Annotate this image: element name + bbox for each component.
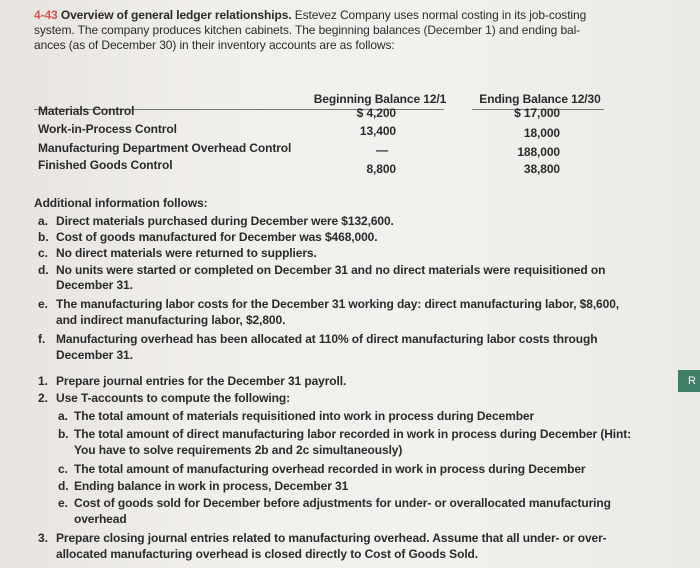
- sub-letter: d.: [58, 479, 69, 493]
- sub-text: overhead: [74, 512, 127, 526]
- sub-text: Ending balance in work in process, December 31: [74, 479, 349, 493]
- req-text: allocated manufacturing overhead is closed directly to Cost of Goods Sold.: [56, 547, 479, 561]
- item-text: December 31.: [56, 278, 133, 292]
- row-account: Materials Control: [38, 104, 135, 118]
- header-ending: Ending Balance 12/30: [479, 92, 601, 106]
- intro-line-2: system. The company produces kitchen cabinets. The beginning balances (December 1) and ending bal-: [34, 23, 581, 37]
- item-letter: c.: [38, 246, 48, 260]
- item-text: The manufacturing labor costs for the December 31 working day: direct manufacturing labor, $8,600,: [56, 297, 620, 311]
- item-text: No direct materials were returned to suppliers.: [56, 246, 317, 260]
- header-beginning: Beginning Balance 12/1: [313, 92, 447, 106]
- sub-text: The total amount of direct manufacturing labor recorded in work in process during December (Hint:: [74, 427, 632, 441]
- sub-letter: a.: [58, 409, 68, 423]
- sub-letter: e.: [58, 496, 68, 510]
- item-text: Manufacturing overhead has been allocated at 110% of direct manufacturing labor costs through: [56, 332, 598, 346]
- problem-title-text: Overview of general ledger relationships.: [60, 8, 292, 22]
- sub-text: You have to solve requirements 2b and 2c simultaneously): [74, 443, 403, 457]
- problem-title: [34, 8, 586, 23]
- problem-number: 4-43: [34, 8, 58, 22]
- row-beginning: 13,400: [359, 124, 396, 138]
- req-number: 3.: [38, 531, 48, 545]
- row-ending: 188,000: [517, 145, 560, 159]
- sub-text: The total amount of manufacturing overhead recorded in work in process during December: [74, 462, 586, 476]
- intro-line-3: ances (as of December 30) in their inventory accounts are as follows:: [34, 38, 395, 52]
- row-ending: 18,000: [523, 126, 560, 140]
- item-text: Cost of goods manufactured for December was $468,000.: [56, 230, 378, 244]
- intro-line-1: Estevez Company uses normal costing in its job-costing: [291, 8, 587, 22]
- req-number: 1.: [38, 374, 48, 388]
- item-letter: f.: [38, 332, 46, 346]
- row-account: Work-in-Process Control: [38, 122, 177, 136]
- row-ending: $ 17,000: [514, 106, 560, 120]
- row-beginning: $ 4,200: [356, 106, 396, 120]
- req-text: Prepare journal entries for the December 31 payroll.: [56, 374, 347, 388]
- row-account: Finished Goods Control: [38, 158, 173, 172]
- sub-text: The total amount of materials requisitioned into work in process during December: [74, 409, 535, 423]
- row-beginning: —: [376, 143, 388, 157]
- req-number: 2.: [38, 391, 48, 405]
- item-text: December 31.: [56, 348, 133, 362]
- item-text: and indirect manufacturing labor, $2,800.: [56, 313, 286, 327]
- row-ending: 38,800: [523, 162, 560, 176]
- item-letter: e.: [38, 297, 48, 311]
- sub-text: Cost of goods sold for December before adjustments for under- or overallocated manufacturing: [74, 496, 611, 510]
- sub-letter: c.: [58, 462, 68, 476]
- row-account: Manufacturing Department Overhead Control: [38, 141, 292, 155]
- item-letter: d.: [38, 263, 49, 277]
- side-tab: R: [678, 370, 700, 392]
- item-text: No units were started or completed on December 31 and no direct materials were requisitioned on: [56, 263, 606, 277]
- item-text: Direct materials purchased during December were $132,600.: [56, 214, 394, 228]
- item-letter: b.: [38, 230, 49, 244]
- item-letter: a.: [38, 214, 48, 228]
- req-text: Prepare closing journal entries related to manufacturing overhead. Assume that all under- or over-: [56, 531, 607, 545]
- additional-heading: Additional information follows:: [34, 196, 208, 210]
- req-text: Use T-accounts to compute the following:: [56, 391, 291, 405]
- sub-letter: b.: [58, 427, 69, 441]
- row-beginning: 8,800: [366, 162, 396, 176]
